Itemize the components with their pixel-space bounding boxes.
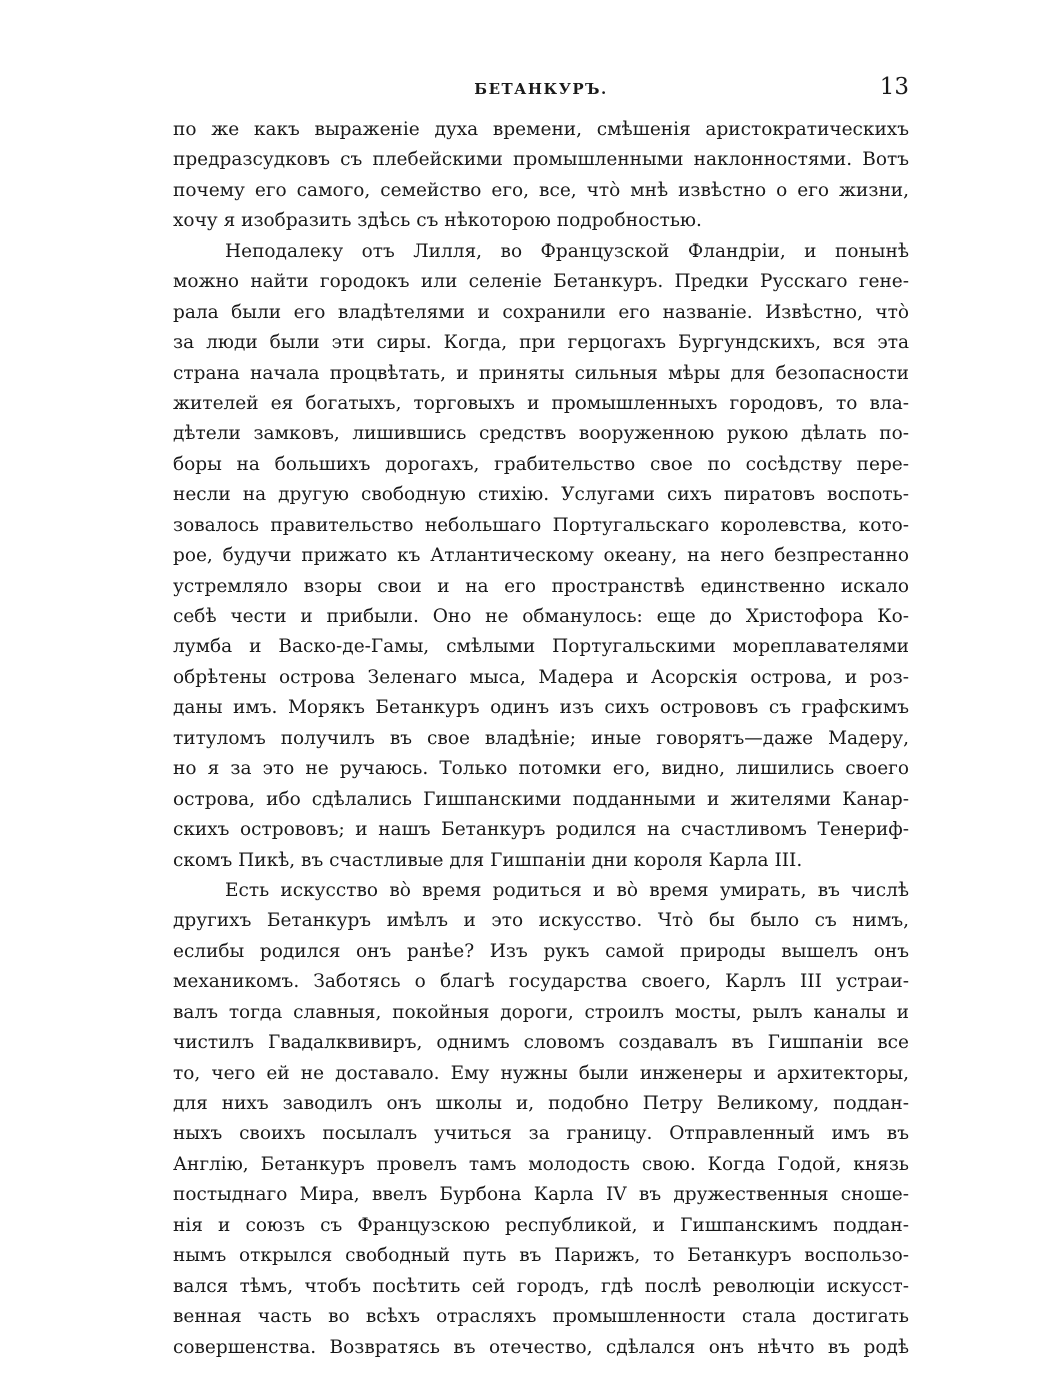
text-line: предразсудковъ съ плебейскими промышленными наклонностями. Вотъ [173, 149, 909, 171]
text-line: скихъ острововъ; и нашъ Бетанкуръ родился на счастливомъ Тенериф- [173, 819, 909, 841]
text-line: то, чего ей не доставало. Ему нужны были инженеры и архитекторы, [173, 1062, 909, 1084]
text-line: хочу я изобразить здѣсь съ нѣкоторою подробностью. [173, 210, 702, 232]
text-line: еслибы родился онъ ранѣе? Изъ рукъ самой природы вышелъ онъ [173, 940, 909, 962]
text-line: боры на большихъ дорогахъ, грабительство свое по сосѣдству пере- [173, 453, 909, 475]
text-line: титуломъ получилъ въ свое владѣніе; иные говорятъ—даже Мадеру, [173, 727, 909, 749]
text-line: ныхъ своихъ посылалъ учиться за границу. Отправленный имъ въ [173, 1123, 909, 1145]
text-line: нія и союзъ съ Французскою республикой, и Гишпанскимъ поддан- [173, 1214, 909, 1236]
paragraph-first-line: Неподалеку отъ Лилля, во Французской Фландріи, и понынѣ [225, 240, 909, 262]
page-number: 13 [879, 74, 909, 100]
text-line: несли на другую свободную стихію. Услугами сихъ пиратовъ воспоть- [173, 484, 909, 506]
running-title: БЕТАНКУРЪ. [474, 80, 608, 98]
text-line: лумба и Васко-де-Гамы, смѣлыми Португальскими мореплавателями [173, 636, 909, 658]
text-line: жителей ея богатыхъ, торговыхъ и промышленныхъ городовъ, то вла- [173, 392, 909, 414]
text-line: даны имъ. Морякъ Бетанкуръ одинъ изъ сихъ острововъ съ графскимъ [173, 697, 909, 719]
text-line: почему его самого, семейство его, все, что̀ мнѣ извѣстно о его жизни, [173, 179, 909, 201]
text-line: постыднаго Мира, ввелъ Бурбона Карла IV въ дружественныя сноше- [173, 1184, 909, 1206]
text-line: себѣ чести и прибыли. Оно не обманулось: еще до Христофора Ко- [173, 606, 909, 627]
text-line: острова, ибо сдѣлались Гишпанскими подданными и жителями Канар- [173, 788, 909, 810]
text-line: но я за это не ручаюсь. Только потомки его, видно, лишились своего [173, 758, 909, 780]
body-text [173, 115, 909, 1363]
text-line: по же какъ выраженіе духа времени, смѣшенія аристократическихъ [173, 119, 909, 140]
text-line: устремляло взоры свои и на его пространствѣ единственно искало [173, 575, 909, 597]
text-line: для нихъ заводилъ онъ школы и, подобно Петру Великому, поддан- [173, 1093, 909, 1114]
text-line: венная часть во всѣхъ отрасляхъ промышленности стала достигать [173, 1306, 909, 1328]
running-head [173, 74, 909, 104]
text-line: дѣтели замковъ, лишившись средствъ вооруженною рукою дѣлать по- [173, 423, 909, 445]
text-line: рое, будучи прижато къ Атлантическому океану, на него безпрестанно [173, 545, 909, 567]
text-line: обрѣтены острова Зеленаго мыса, Мадера и Асорскія острова, и роз- [173, 666, 909, 688]
text-line: зовалось правительство небольшаго Португальскаго королевства, кото- [173, 514, 909, 536]
text-line: механикомъ. Заботясь о благѣ государства своего, Карлъ III устраи- [173, 971, 909, 993]
text-line: скомъ Пикѣ, въ счастливые для Гишпаніи дни короля Карла III. [173, 849, 803, 871]
paragraph-first-line: Есть искусство во̀ время родиться и во̀ время умирать, въ числѣ [225, 879, 909, 901]
text-line: Англію, Бетанкуръ провелъ тамъ молодость свою. Когда Годой, князь [173, 1153, 909, 1175]
text-line: валъ тогда славныя, покойныя дороги, строилъ мосты, рылъ каналы и [173, 1001, 909, 1023]
text-line: совершенства. Возвратясь въ отечество, сдѣлался онъ нѣчто въ родѣ [173, 1336, 909, 1358]
text-line: чистилъ Гвадалквивиръ, однимъ словомъ создавалъ въ Гишпаніи все [173, 1032, 909, 1054]
text-line: страна начала процвѣтать, и приняты сильныя мѣры для безопасности [173, 362, 909, 384]
text-line: можно найти городокъ или селеніе Бетанкуръ. Предки Русскаго гене- [173, 271, 909, 293]
text-line: за люди были эти сиры. Когда, при герцогахъ Бургундскихъ, вся эта [173, 332, 909, 354]
text-line: нымъ открылся свободный путь въ Парижъ, то Бетанкуръ воспользо- [173, 1245, 909, 1267]
text-line: другихъ Бетанкуръ имѣлъ и это искусство. Что̀ бы было съ нимъ, [173, 910, 909, 932]
text-line: вался тѣмъ, чтобъ посѣтить сей городъ, гдѣ послѣ революціи искусст- [173, 1275, 909, 1297]
text-line: рала были его владѣтелями и сохранили его названіе. Извѣстно, что̀ [173, 301, 909, 323]
